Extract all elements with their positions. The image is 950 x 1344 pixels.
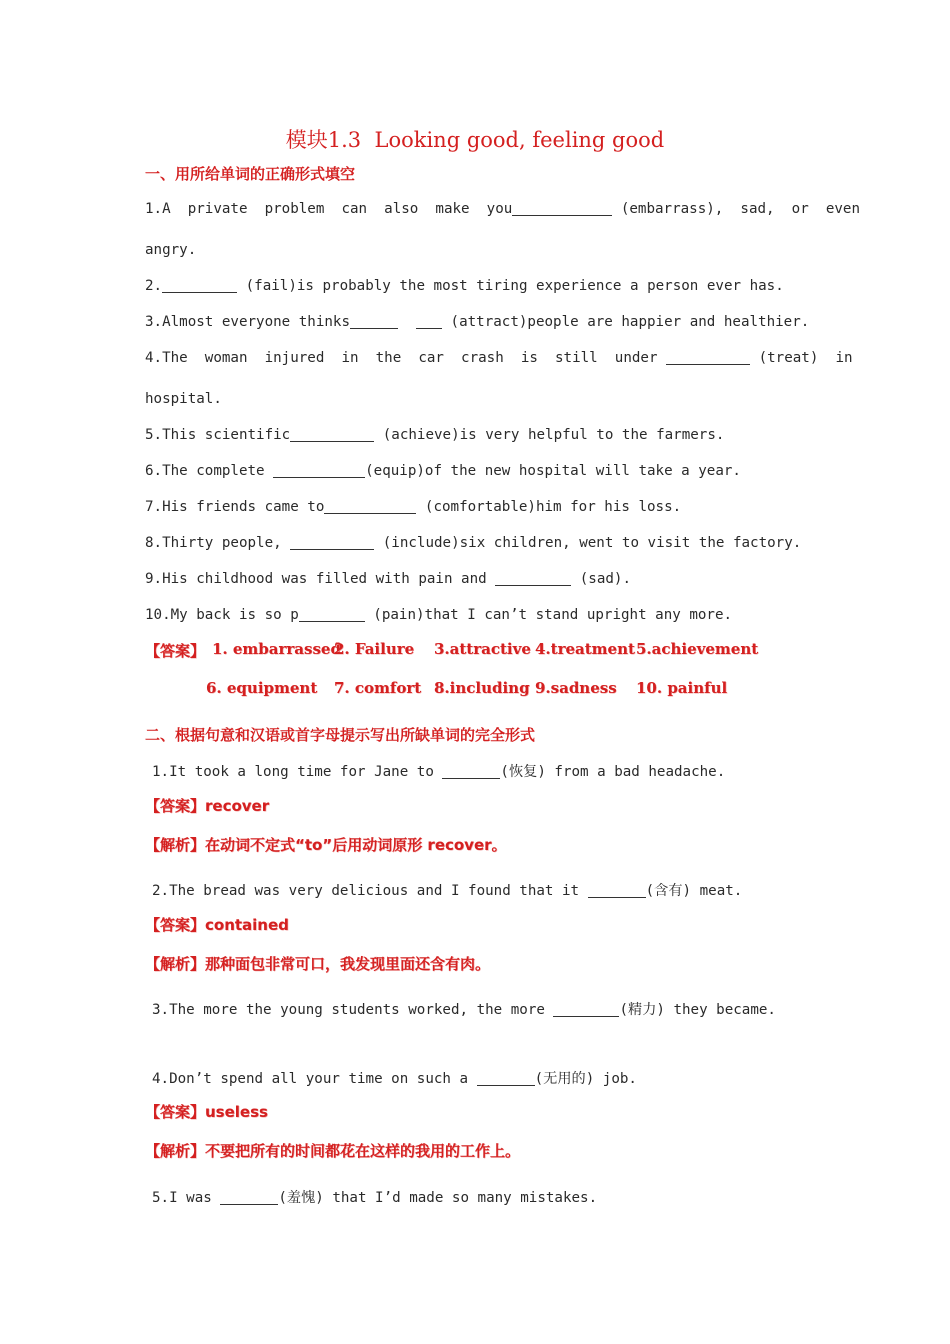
- question-10: [145, 607, 732, 623]
- answer-blank[interactable]: [290, 427, 374, 442]
- s2-answer-4: 【答案】useless: [145, 1103, 268, 1121]
- answer-blank[interactable]: [442, 764, 500, 779]
- s2-question-2: [152, 880, 742, 900]
- question-text: 7.His friends came to: [145, 499, 325, 516]
- answer-blank[interactable]: [495, 571, 571, 586]
- question-3: [145, 314, 809, 330]
- answer-blank[interactable]: [299, 607, 365, 622]
- question-text: 9.His childhood was filled with pain and: [145, 571, 496, 588]
- s2-answer-1: 【答案】recover: [145, 797, 270, 815]
- question-text: (attract)people are happier and healthier.: [442, 314, 810, 331]
- answer-blank[interactable]: [666, 350, 750, 365]
- answer-blank[interactable]: [162, 278, 237, 293]
- s2-explanation-2: 【解析】那种面包非常可口，我发现里面还含有肉。: [145, 955, 491, 973]
- question-2: [145, 278, 784, 294]
- question-4-line2: hospital.: [145, 391, 222, 407]
- answer-item: 5.achievement: [636, 640, 759, 658]
- question-text: 5.This scientific: [145, 427, 291, 444]
- answer-blank[interactable]: [588, 883, 646, 898]
- s2-explanation-1: 【解析】在动词不定式“to”后用动词原形 recover。: [145, 836, 507, 854]
- question-text: 1.A private problem can also make you: [145, 201, 513, 218]
- question-1-line1: [145, 201, 860, 217]
- question-text: 5.I was: [152, 1190, 221, 1206]
- question-text: 4.Don’t spend all your time on such a: [152, 1071, 477, 1087]
- section1-heading: 一、用所给单词的正确形式填空: [145, 165, 356, 183]
- question-text: (无用的) job.: [534, 1071, 637, 1087]
- question-text: (fail)is probably the most tiring experience a person ever has.: [237, 278, 784, 295]
- question-text: 4.The woman injured in the car crash is still under: [145, 350, 658, 367]
- question-text: (treat) in: [750, 350, 853, 367]
- answer-item: 9.sadness: [535, 679, 617, 697]
- question-7: [145, 499, 681, 515]
- question-1-line2: angry.: [145, 242, 197, 258]
- s2-question-1: [152, 761, 725, 781]
- answer-blank[interactable]: [416, 314, 442, 329]
- question-text: (equip)of the new hospital will take a year.: [365, 463, 741, 480]
- question-text: 8.Thirty people,: [145, 535, 291, 552]
- answer-blank[interactable]: [273, 463, 365, 478]
- answer-blank[interactable]: [324, 499, 416, 514]
- answer-item: 1. embarrassed: [212, 640, 341, 658]
- question-8: [145, 535, 801, 551]
- s2-explanation-4: 【解析】不要把所有的时间都花在这样的我用的工作上。: [145, 1142, 521, 1160]
- question-text: (achieve)is very helpful to the farmers.: [374, 427, 725, 444]
- question-text: (pain)that I can’t stand upright any more.: [364, 607, 733, 624]
- s2-question-5: [152, 1187, 597, 1207]
- answer-item: 2. Failure: [334, 640, 415, 658]
- answer-label: 【答案】: [145, 642, 206, 660]
- question-5: [145, 427, 724, 443]
- question-9: [145, 571, 631, 587]
- question-text: (精力) they became.: [619, 1002, 776, 1018]
- question-text: (含有) meat.: [645, 883, 743, 899]
- answer-blank[interactable]: [553, 1002, 619, 1017]
- question-text: (comfortable)him for his loss.: [416, 499, 682, 516]
- answer-item: 8.including: [434, 679, 530, 697]
- question-text: 2.: [145, 278, 163, 295]
- answer-item: 3.attractive: [434, 640, 531, 658]
- s2-question-3: [152, 999, 776, 1019]
- question-text: 10.My back is so p: [145, 607, 299, 624]
- answer-item: 4.treatment: [535, 640, 635, 658]
- s2-question-4: [152, 1068, 637, 1088]
- question-text: (embarrass), sad, or even: [612, 201, 861, 218]
- question-text: (sad).: [571, 571, 632, 588]
- answer-blank[interactable]: [220, 1190, 278, 1205]
- question-4-line1: [145, 350, 853, 366]
- question-text: (羞愧) that I’d made so many mistakes.: [278, 1190, 598, 1206]
- question-text: 3.Almost everyone thinks: [145, 314, 350, 331]
- question-6: [145, 463, 741, 479]
- answer-blank[interactable]: [512, 201, 612, 216]
- answer-blank[interactable]: [477, 1071, 535, 1086]
- answer-blank[interactable]: [350, 314, 398, 329]
- answer-item: 7. comfort: [334, 679, 422, 697]
- answer-item: 10. painful: [636, 679, 728, 697]
- page-title: 模块1.3 Looking good, feeling good: [285, 128, 665, 152]
- question-text: 1.It took a long time for Jane to: [152, 764, 443, 780]
- answer-item: 6. equipment: [206, 679, 318, 697]
- s2-answer-2: 【答案】contained: [145, 916, 289, 934]
- question-text: 3.The more the young students worked, the more: [152, 1002, 554, 1018]
- question-text: 6.The complete: [145, 463, 274, 480]
- answer-blank[interactable]: [290, 535, 374, 550]
- question-text: 2.The bread was very delicious and I found that it: [152, 883, 588, 899]
- question-text: (include)six children, went to visit the factory.: [374, 535, 802, 552]
- question-text: (恢复) from a bad headache.: [500, 764, 726, 780]
- section2-heading: 二、根据句意和汉语或首字母提示写出所缺单词的完全形式: [145, 726, 536, 744]
